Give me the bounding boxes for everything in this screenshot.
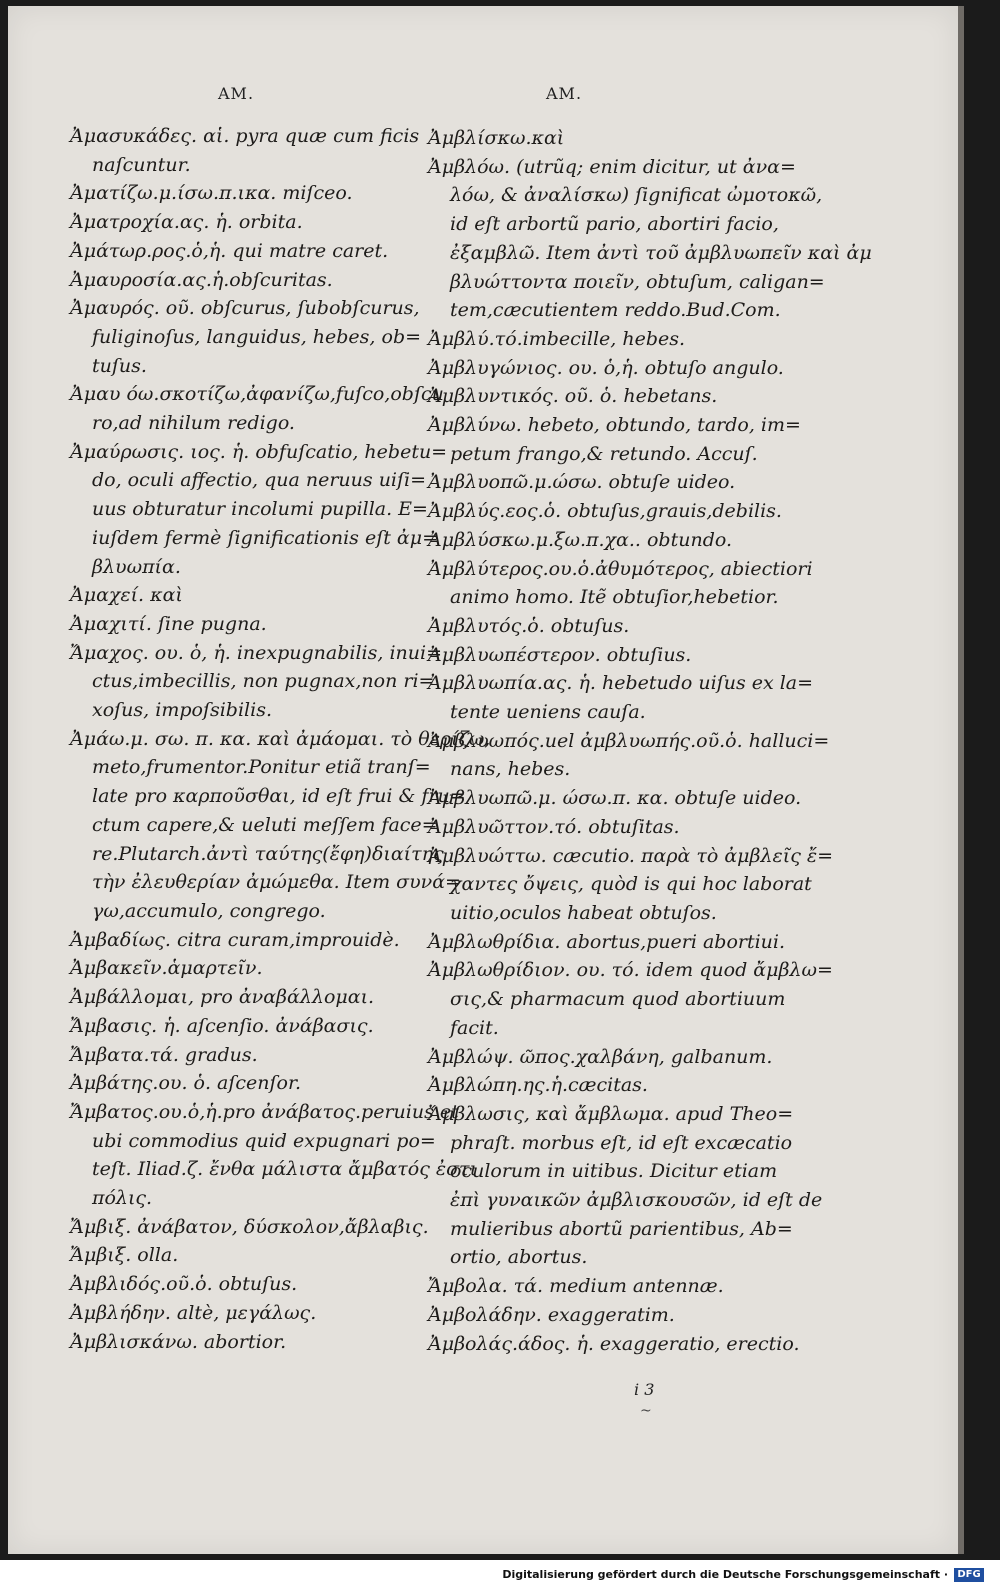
dictionary-line: χαντες ὄψεις, quòd is qui hoc laborat [450, 873, 812, 896]
dictionary-line: animo homo. Itẽ obtuſior,hebetior. [450, 586, 779, 609]
dictionary-line: Ἀμβλύτερος.ου.ὁ.ἀθυμότερος, abiectiori [428, 557, 813, 580]
dictionary-line: Ἀμβλύ.τό.imbecille, hebes. [428, 327, 686, 350]
dictionary-line: Ἀμβλύσκω.μ.ξω.π.χα.. obtundo. [428, 528, 732, 551]
dictionary-line: Ἀμβλυγώνιος. ου. ὁ,ἡ. obtuſo angulo. [428, 356, 784, 379]
dictionary-line: βλυώττοντα ποιεῖν, obtuſum, caligan= [450, 270, 825, 293]
dictionary-line: Ἀμβλωθρίδιον. ου. τό. idem quod ἄμβλω= [428, 959, 833, 982]
dictionary-line: Ἄμβατος.ου.ὁ,ἡ.pro ἀνάβατος.peruius et [70, 1100, 459, 1123]
dictionary-line: Ἀμβλώπη.ης.ἡ.cæcitas. [428, 1074, 648, 1097]
dictionary-line: Ἀμβλωθρίδια. abortus,pueri abortiui. [428, 930, 786, 953]
dictionary-line: Ἀμβλυντικός. οῦ. ὁ. hebetans. [428, 385, 718, 408]
dictionary-line: Ἀμάω.μ. σω. π. κα. καὶ ἀμάομαι. τὸ θερίζω, [70, 727, 491, 750]
dictionary-line: Ἄμβατα.τά. gradus. [70, 1043, 258, 1066]
dictionary-line: Ἀμβλυτός.ὁ. obtuſus. [428, 614, 630, 637]
dictionary-line: uus obturatur incolumi pupilla. E= [92, 498, 428, 521]
dictionary-line: phraſt. morbus eſt, id eſt excæcatio [450, 1131, 793, 1154]
dictionary-line: Ἀμασυκάδες. αἱ. pyra quæ cum ficis [70, 125, 420, 147]
dictionary-line: Ἄμβολα. τά. medium antennæ. [428, 1275, 724, 1298]
dictionary-line: oculorum in uitibus. Dicitur etiam [450, 1160, 778, 1183]
book-page [8, 6, 958, 1554]
dictionary-line: Ἄμβλωσις, καὶ ἄμβλωμα. apud Theo= [428, 1102, 794, 1125]
dictionary-line: πόλις. [92, 1187, 153, 1210]
dictionary-line: Ἀμάτωρ.ρος.ὁ,ἡ. qui matre caret. [70, 239, 389, 262]
dictionary-line: Ἄμβιξ. ἀνάβατον, δύσκολον,ἄβλαβις. [70, 1215, 429, 1238]
dictionary-line: Ἀματροχία.ας. ἡ. orbita. [70, 211, 303, 234]
dictionary-line: σις,& pharmacum quod abortiuum [450, 988, 786, 1011]
dictionary-line: mulieribus abortũ parientibus, Ab= [450, 1217, 793, 1240]
dictionary-line: facit. [450, 1016, 499, 1039]
dictionary-line: ro,ad nihilum redigo. [92, 412, 295, 435]
dictionary-line: tuſus. [92, 354, 147, 377]
running-header-right: AM. [546, 84, 583, 103]
dictionary-line: βλυωπία. [92, 555, 181, 578]
dictionary-line: teſt. Iliad.ζ. ἔνθα μάλιστα ἄμβατός ἐστι [92, 1158, 478, 1181]
dictionary-line: id eſt arbortũ pario, abortiri facio, [450, 213, 779, 236]
dictionary-line: Ἀμβλιδός.οῦ.ὁ. obtuſus. [70, 1273, 298, 1296]
dictionary-line: ubi commodius quid expugnari po= [92, 1129, 436, 1152]
dictionary-line: Ἀμβλύς.εος.ὁ. obtuſus,grauis,debilis. [428, 500, 782, 523]
dictionary-line: ἐξαμβλῶ. Item ἀντὶ τοῦ ἀμβλυωπεῖν καὶ ἀμ [450, 241, 872, 264]
dictionary-line: Ἀματίζω.μ.ίσω.π.ικα. miſceo. [70, 182, 353, 205]
dictionary-line: nans, hebes. [450, 758, 571, 781]
dictionary-line: Ἀμαχιτί. ſine pugna. [70, 612, 267, 635]
footer-bar [0, 1560, 1000, 1592]
signature-mark: i 3 [634, 1380, 655, 1399]
dictionary-line: λόω, & ἀναλίσκω) ſignificat ὠμοτοκῶ, [450, 184, 823, 207]
dictionary-line: Ἀμαυ όω.σκοτίζω,ἀφανίζω,fuſco,obſcu [70, 383, 444, 406]
dictionary-line: Ἀμβλυοπῶ.μ.ώσω. obtuſe uideo. [428, 471, 736, 494]
dictionary-line: Ἀμαυρός. οῦ. obſcurus, ſubobſcurus, [70, 297, 420, 320]
dictionary-line: τὴν ἐλευθερίαν ἀμώμεθα. Item συνά= [92, 871, 461, 894]
dictionary-line: Ἀμβαδίως. citra curam,improuidè. [70, 928, 400, 951]
dictionary-line: Ἀμβολάς.άδος. ἡ. exaggeratio, erectio. [428, 1332, 800, 1355]
ornament: ~ [640, 1403, 652, 1419]
dictionary-line: Ἀμβλυωπός.uel ἀμβλυωπής.οῦ.ὁ. halluci= [428, 729, 830, 752]
dictionary-line: Ἄμβιξ. olla. [70, 1244, 179, 1267]
dictionary-line: Ἄμβασις. ἡ. aſcenſio. ἀνάβασις. [70, 1014, 374, 1037]
dictionary-line: re.Plutarch.ἀντὶ ταύτης(ἔφη)διαίτης [92, 842, 444, 865]
dictionary-line: Ἀμαυροσία.ας.ἡ.obſcuritas. [70, 268, 333, 291]
dictionary-line: Ἀμβλίσκω.καὶ [428, 127, 565, 149]
dictionary-line: iuſdem fermè ſignificationis eſt ἀμ= [92, 526, 438, 549]
dictionary-line: Ἀμβλώψ. ῶπος.χαλβάνη, galbanum. [428, 1045, 773, 1068]
dictionary-line: ctus,imbecillis, non pugnax,non ri= [92, 670, 435, 693]
dictionary-line: xoſus, impoſsibilis. [92, 699, 272, 722]
dictionary-line: tente ueniens cauſa. [450, 701, 646, 724]
dictionary-line: γω,accumulo, congrego. [92, 899, 326, 922]
dictionary-line: Ἀμβλύνω. hebeto, obtundo, tardo, im= [428, 414, 801, 437]
dictionary-line: uitio,oculos habeat obtuſos. [450, 901, 717, 924]
dictionary-line: Ἀμβλυώττω. cæcutio. παρὰ τὸ ἀμβλεῖς ἔ= [428, 844, 834, 867]
dictionary-line: ctum capere,& ueluti meſſem face= [92, 813, 438, 836]
dictionary-line: Ἀμβλυωπία.ας. ἡ. hebetudo uiſus ex la= [428, 672, 814, 695]
dictionary-line: Ἀμβλισκάνω. abortior. [70, 1330, 287, 1353]
dictionary-line: Ἀμβλυωπέστερον. obtuſius. [428, 643, 692, 666]
dictionary-line: fuliginoſus, languidus, hebes, ob= [92, 325, 422, 348]
dictionary-line: meto,frumentor.Ponitur etiã tranſ= [92, 756, 431, 779]
dictionary-line: Ἀμβλόω. (utrũq; enim dicitur, ut ἀνα= [428, 155, 796, 178]
dictionary-line: Ἀμβάτης.ου. ὁ. aſcenſor. [70, 1072, 302, 1095]
dictionary-line: Ἀμβακεῖν.ἁμαρτεῖν. [70, 957, 263, 980]
dictionary-line: late pro καρποῦσθαι, id eſt frui & fru= [92, 785, 466, 808]
dictionary-line: Ἀμβολάδην. exaggeratim. [428, 1303, 675, 1326]
dictionary-line: Ἀμβλυῶττον.τό. obtuſitas. [428, 815, 680, 838]
dictionary-line: naſcuntur. [92, 153, 191, 176]
right-column [428, 124, 872, 1358]
dictionary-line: Ἄμαχος. ου. ὁ, ἡ. inexpugnabilis, inui= [70, 641, 443, 664]
dictionary-line: Ἀμβλήδην. altè, μεγάλως. [70, 1301, 317, 1324]
running-header-left: AM. [218, 84, 255, 103]
dictionary-line: Ἀμβλυωπῶ.μ. ώσω.π. κα. obtuſe uideo. [428, 787, 802, 810]
dictionary-line: Ἀμαύρωσις. ιος. ἡ. obfuſcatio, hebetu= [70, 440, 448, 463]
dictionary-line: ortio, abortus. [450, 1246, 588, 1269]
dictionary-line: do, oculi affectio, qua neruus uiſi= [92, 469, 427, 492]
dictionary-line: Ἀμαχεί. καὶ [70, 584, 183, 607]
dictionary-line: petum frango,& retundo. Accuſ. [450, 442, 758, 465]
dictionary-line: Ἀμβάλλομαι, pro ἀναβάλλομαι. [70, 986, 375, 1009]
dictionary-line: tem,cæcutientem reddo.Bud.Com. [450, 299, 781, 322]
dictionary-line: ἐπὶ γυναικῶν ἀμβλισκουσῶν, id eſt de [450, 1189, 823, 1212]
dfg-logo: DFG [954, 1568, 984, 1582]
funding-notice: Digitalisierung gefördert durch die Deutsche Forschungsgemeinschaft · [502, 1568, 948, 1581]
